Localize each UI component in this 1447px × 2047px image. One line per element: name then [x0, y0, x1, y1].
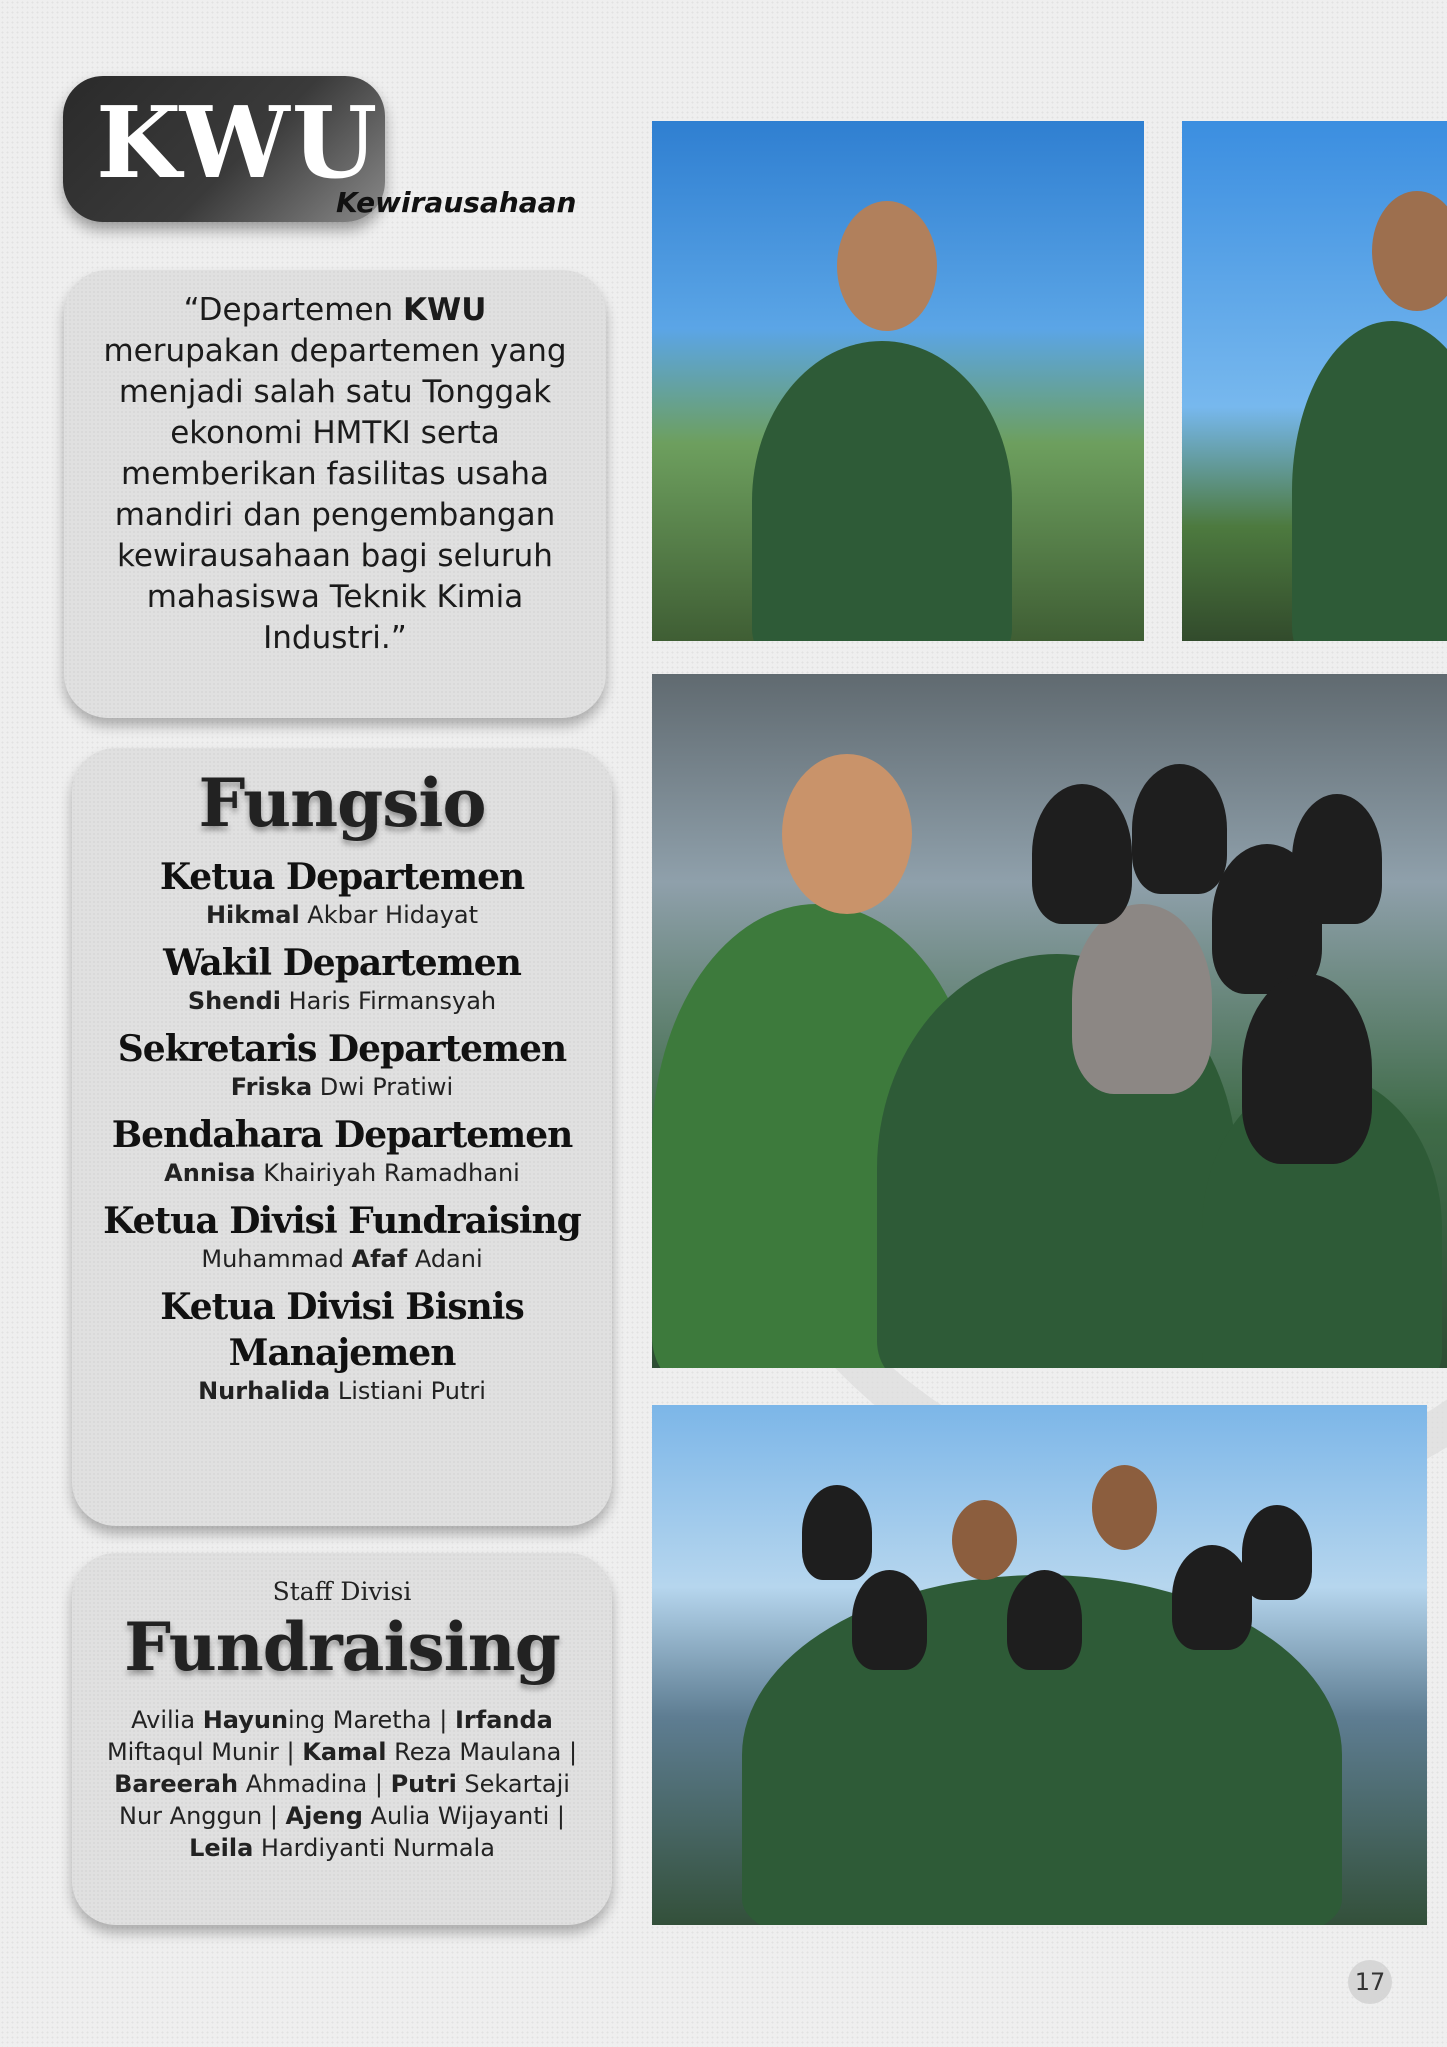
staff-name-bold: Irfanda [454, 1706, 553, 1734]
roles-list [72, 854, 612, 1406]
staff-name-bold: Leila [189, 1834, 254, 1862]
photo-figure [1292, 321, 1447, 641]
role-name-bold: Annisa [164, 1159, 256, 1187]
role-person-name [72, 1072, 612, 1102]
role-name-pre: Muhammad [201, 1245, 352, 1273]
photo-hijab [1072, 904, 1212, 1094]
role-name-bold: Afaf [351, 1245, 408, 1273]
page-subtitle: Kewirausahaan [336, 186, 577, 219]
page-title: KWU [96, 86, 380, 201]
photo-figure [752, 341, 1012, 641]
staff-pre-title: Staff Divisi [272, 1577, 412, 1606]
staff-member [286, 1802, 550, 1830]
quote-rest: merupakan departemen yang menjadi salah satu Tonggak ekonomi HMTKI serta memberikan fasilitas usaha mandiri dan pengembangan kewirausahaan bagi seluruh mahasiswa Teknik Kimia Industri.” [103, 333, 567, 656]
page-number: 17 [1348, 1960, 1392, 2004]
staff-name-post: Ahmadina [238, 1770, 368, 1798]
photo-hijab [852, 1570, 927, 1670]
role-title: Ketua Departemen [159, 856, 525, 898]
staff-name-bold: Kamal [302, 1738, 387, 1766]
role-item [72, 854, 612, 930]
staff-name-post: Miftaqul Munir [106, 1738, 279, 1766]
quote-text [100, 290, 570, 659]
photo-head [782, 754, 912, 914]
photo-group-2 [652, 1405, 1427, 1925]
staff-name-pre: Avilia [131, 1706, 203, 1734]
role-person-name [72, 1158, 612, 1188]
role-name-bold: Nurhalida [198, 1377, 331, 1405]
staff-member [302, 1738, 561, 1766]
role-item [72, 1198, 612, 1274]
staff-separator: | [262, 1802, 286, 1830]
photo-group-1 [652, 674, 1447, 1368]
photo-head [1092, 1465, 1157, 1550]
fungsio-title: Fungsio [198, 764, 486, 842]
role-title: Ketua Divisi Bisnis Manajemen [160, 1286, 524, 1374]
staff-member [131, 1706, 432, 1734]
role-person-name [72, 1244, 612, 1274]
staff-name-post: Sekartaji Nur Anggun [119, 1770, 570, 1830]
photo-hijab [1032, 784, 1132, 924]
role-name-bold: Friska [230, 1073, 313, 1101]
staff-separator: | [431, 1706, 455, 1734]
role-name-post: Khairiyah Ramadhani [255, 1159, 520, 1187]
staff-separator: | [561, 1738, 578, 1766]
staff-name-post: ing Maretha [288, 1706, 432, 1734]
staff-name-bold: Hayun [202, 1706, 289, 1734]
role-item [72, 1026, 612, 1102]
role-name-post: Listiani Putri [330, 1377, 486, 1405]
photo-hijab [802, 1485, 872, 1580]
role-name-post: Akbar Hidayat [299, 901, 479, 929]
role-name-post: Haris Firmansyah [280, 987, 497, 1015]
staff-name-post: Hardiyanti Nurmala [253, 1834, 495, 1862]
photo-head [952, 1500, 1017, 1580]
photo-member-1 [652, 121, 1144, 641]
staff-member [189, 1834, 495, 1862]
photo-head [837, 201, 937, 331]
staff-list [106, 1704, 578, 1864]
role-person-name [72, 1376, 612, 1406]
role-name-post: Dwi Pratiwi [312, 1073, 454, 1101]
quote-card [64, 270, 606, 718]
photo-hijab [1007, 1570, 1082, 1670]
role-title: Bendahara Departemen [111, 1114, 573, 1156]
role-item [72, 1112, 612, 1188]
role-name-bold: Shendi [187, 987, 281, 1015]
staff-name-post: Reza Maulana [386, 1738, 562, 1766]
role-item [72, 1284, 612, 1406]
staff-title: Fundraising [124, 1608, 560, 1686]
fungsio-card [72, 748, 612, 1526]
role-name-bold: Hikmal [205, 901, 300, 929]
photo-member-2 [1182, 121, 1447, 641]
staff-name-post: Aulia Wijayanti [362, 1802, 550, 1830]
role-title: Ketua Divisi Fundraising [103, 1200, 581, 1242]
quote-open: “Departemen [183, 292, 404, 328]
photo-hijab [1242, 1505, 1312, 1600]
staff-card [72, 1553, 612, 1925]
photo-hijab [1172, 1545, 1252, 1650]
role-item [72, 940, 612, 1016]
staff-separator: | [549, 1802, 565, 1830]
photo-head [1372, 191, 1447, 311]
role-person-name [72, 900, 612, 930]
staff-separator: | [278, 1738, 303, 1766]
role-title: Wakil Departemen [163, 942, 521, 984]
photo-hijab [1292, 794, 1382, 924]
photo-hijab [1242, 974, 1372, 1164]
photo-hijab [1132, 764, 1227, 894]
staff-name-bold: Putri [390, 1770, 457, 1798]
staff-member [114, 1770, 367, 1798]
role-name-post: Adani [407, 1245, 483, 1273]
role-person-name [72, 986, 612, 1016]
quote-bold: KWU [403, 292, 487, 328]
staff-name-bold: Bareerah [114, 1770, 239, 1798]
staff-separator: | [367, 1770, 391, 1798]
role-title: Sekretaris Departemen [117, 1028, 567, 1070]
staff-name-bold: Ajeng [285, 1802, 363, 1830]
